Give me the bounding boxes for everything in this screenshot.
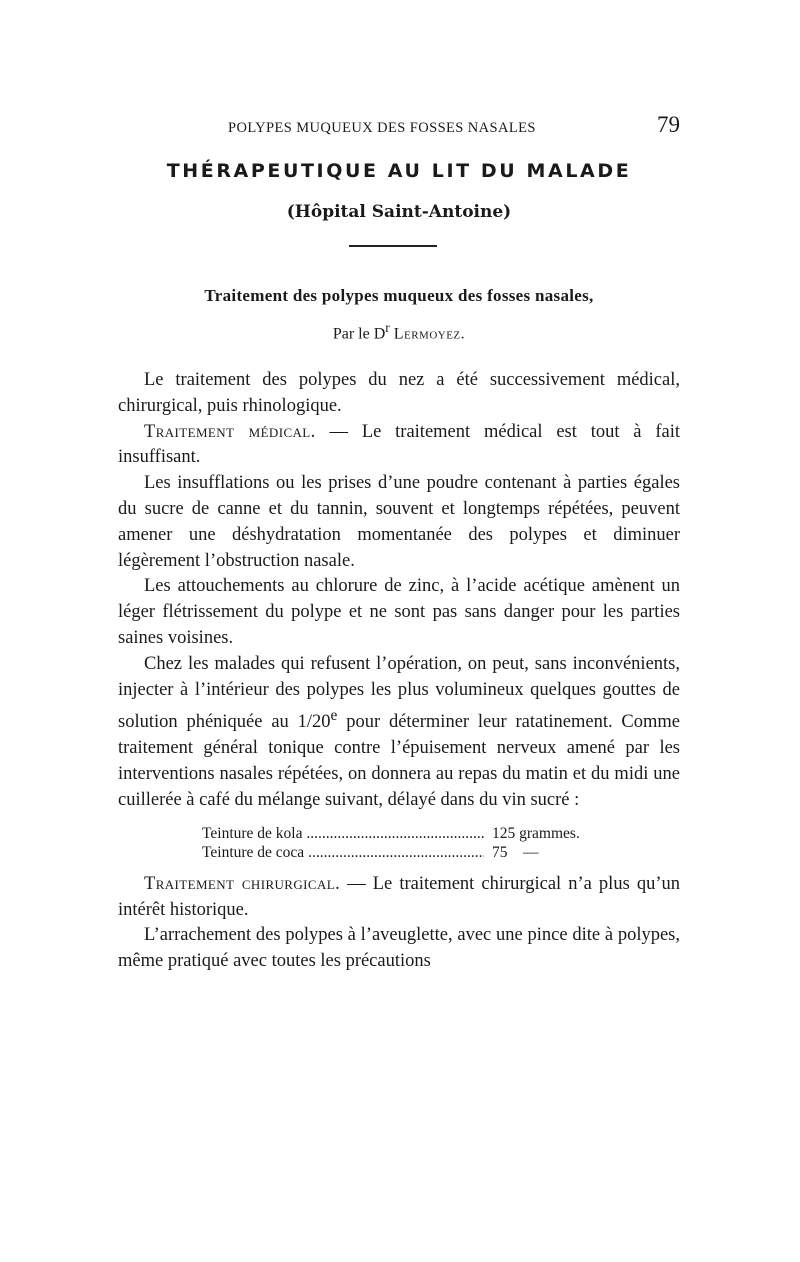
paragraph-injection-b: pour déterminer leur ratatinement. Comme traitement général tonique contre l’épuisement nerveux amené par les interventions nasales répétées, on donnera au repas du matin et du midi une cuillerée à café du mélange suivant, délayé dans du vin sucré : — [118, 712, 680, 810]
recipe-qty: 75 — — [492, 843, 539, 861]
paragraph-medical — [118, 420, 680, 472]
recipe-name: Teinture de coca ..... — [202, 843, 484, 862]
author-sup: r — [385, 320, 390, 335]
paragraph-chirurgical-text: — Le traitement chirurgical n’a plus qu’un intérêt historique. — [118, 873, 680, 920]
author-name: Lermoyez. — [393, 325, 466, 343]
recipe-qty: 125 grammes. — [492, 824, 580, 842]
paragraph-intro: Le traitement des polypes du nez a été successivement médical, chirurgical, puis rhinologique. — [118, 370, 680, 416]
superscript-e: e — [330, 707, 338, 725]
recipe-row — [202, 843, 680, 862]
page-number: 79 — [657, 112, 680, 137]
heading-chirurgical: Traitement chirurgical. — [144, 873, 341, 894]
paragraph-insufflations: Les insufflations ou les prises d’une poudre contenant à parties égales du sucre de canne et du tannin, souvent et longtemps répétées, peuvent amener une déshydratation momentanée des polypes et diminuer légèrement l’obstruction nasale. — [118, 473, 680, 571]
recipe-row — [202, 824, 680, 843]
running-header — [118, 112, 680, 142]
heading-medical: Traitement médical. — [144, 421, 316, 442]
article-title: Traitement des polypes muqueux des fosses nasales, — [204, 286, 594, 305]
paragraph-injection — [118, 652, 680, 814]
paragraph-injection-a: Chez les malades qui refusent l’opération, on peut, sans inconvénients, injecter à l’intérieur des polypes les plus volumineux quelques gouttes de solution phéniquée au 1/20 — [118, 653, 680, 733]
recipe-name: Teinture de kola ..... — [202, 824, 484, 843]
running-title: POLYPES MUQUEUX DES FOSSES NASALES — [228, 120, 536, 136]
paragraph-chirurgical — [118, 872, 680, 924]
section-title: THÉRAPEUTIQUE AU LIT DU MALADE — [166, 160, 632, 182]
author-line — [118, 320, 680, 343]
section-subtitle: (Hôpital Saint-Antoine) — [286, 202, 512, 222]
author-prefix: Par le D — [332, 325, 386, 343]
paragraph-attouchements: Les attouchements au chlorure de zinc, à l’acide acétique amènent un léger flétrissement du polype et ne sont pas sans danger pour les parties saines voisines. — [118, 576, 680, 648]
recipe-table — [202, 824, 680, 862]
paragraph-arrachement: L’arrachement des polypes à l’aveuglette, avec une pince dite à polypes, même pratiqué avec toutes les précautions — [118, 925, 680, 972]
article-body — [118, 368, 680, 975]
paragraph-medical-text: — Le traitement médical est tout à fait insuffisant. — [118, 421, 680, 468]
title-rule — [349, 245, 437, 247]
